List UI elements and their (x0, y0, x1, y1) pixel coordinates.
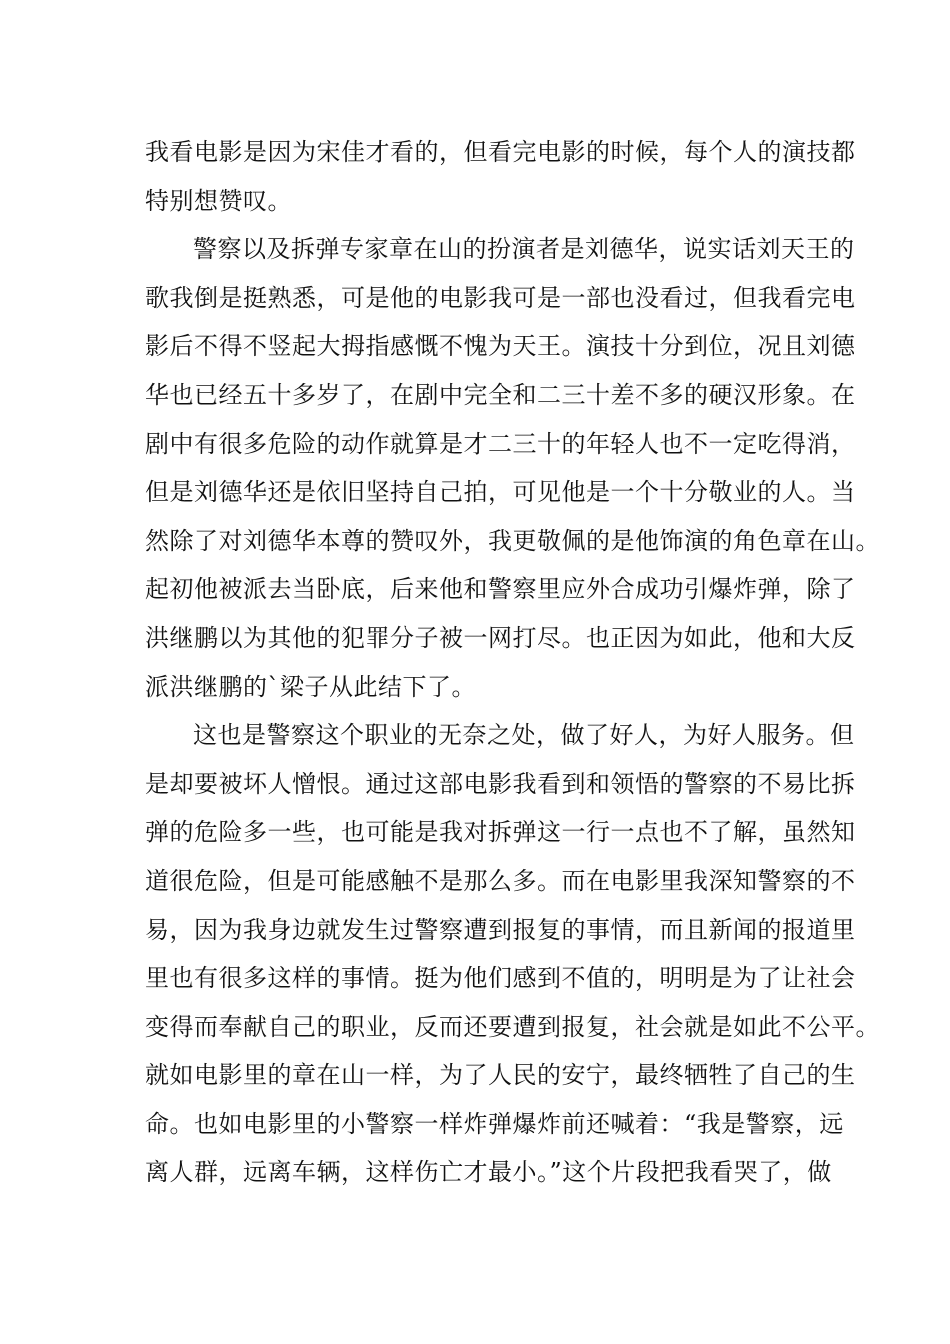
text-line: 剧中有很多危险的动作就算是才二三十的年轻人也不一定吃得消， (145, 429, 856, 458)
paragraph-start-line: 这也是警察这个职业的无奈之处，做了好人，为好人服务。但 (193, 721, 855, 750)
text-line: 里也有很多这样的事情。挺为他们感到不值的，明明是为了让社会 (145, 964, 856, 993)
text-line: 变得而奉献自己的职业，反而还要遭到报复，社会就是如此不公平。 (145, 1012, 880, 1041)
text-line: 命。也如电影里的小警察一样炸弹爆炸前还喊着：“我是警察，远 (145, 1109, 844, 1138)
text-line: 起初他被派去当卧底，后来他和警察里应外合成功引爆炸弹，除了 (145, 575, 856, 604)
text-line: 华也已经五十多岁了，在剧中完全和二三十差不多的硬汉形象。在 (145, 380, 856, 409)
text-line: 是却要被坏人憎恨。通过这部电影我看到和领悟的警察的不易比拆 (145, 769, 856, 798)
text-line: 特别想赞叹。 (145, 186, 292, 215)
text-line: 就如电影里的章在山一样，为了人民的安宁，最终牺牲了自己的生 (145, 1061, 856, 1090)
text-line: 道很危险，但是可能感触不是那么多。而在电影里我深知警察的不 (145, 866, 856, 895)
text-line: 影后不得不竖起大拇指感慨不愧为天王。演技十分到位，况且刘德 (145, 332, 856, 361)
text-line: 我看电影是因为宋佳才看的，但看完电影的时候，每个人的演技都 (145, 138, 856, 166)
text-line: 但是刘德华还是依旧坚持自己拍，可见他是一个十分敬业的人。当 (145, 478, 856, 507)
document-body (145, 128, 880, 1197)
paragraph-start-line: 警察以及拆弹专家章在山的扮演者是刘德华，说实话刘天王的 (193, 235, 855, 264)
text-line: 易，因为我身边就发生过警察遭到报复的事情，而且新闻的报道里 (145, 915, 856, 944)
text-line: 派洪继鹏的`梁子从此结下了。 (145, 672, 476, 701)
text-line: 离人群，远离车辆，这样伤亡才最小。”这个片段把我看哭了，做 (145, 1158, 832, 1187)
text-line: 洪继鹏以为其他的犯罪分子被一网打尽。也正因为如此，他和大反 (145, 623, 856, 652)
text-line: 弹的危险多一些，也可能是我对拆弹这一行一点也不了解，虽然知 (145, 818, 856, 847)
text-line: 歌我倒是挺熟悉，可是他的电影我可是一部也没看过，但我看完电 (145, 283, 856, 312)
text-line: 然除了对刘德华本尊的赞叹外，我更敬佩的是他饰演的角色章在山。 (145, 526, 880, 555)
